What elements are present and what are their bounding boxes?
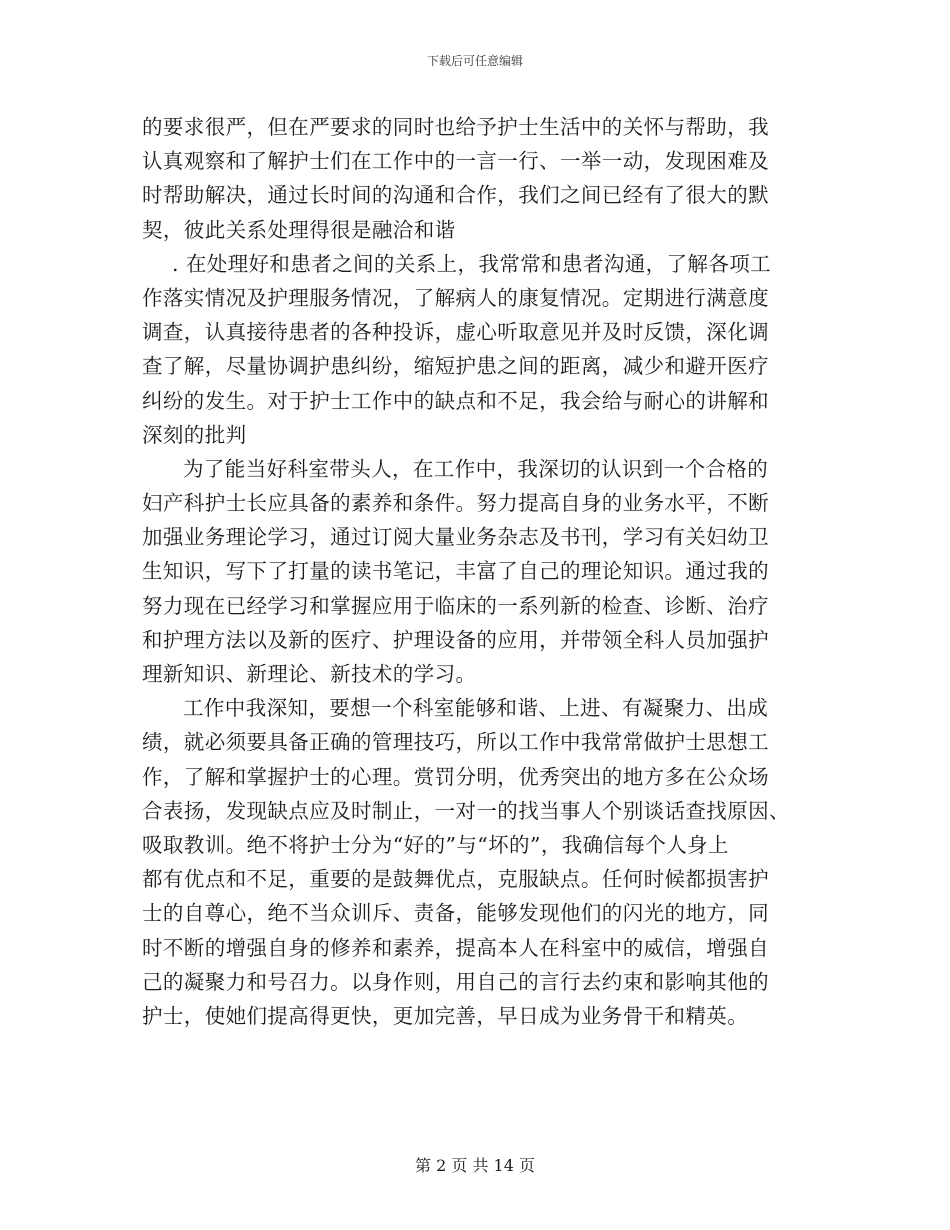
text-line: 作落实情况及护理服务情况，了解病人的康复情况。定期进行满意度 — [142, 285, 769, 310]
text-line: 和护理方法以及新的医疗、护理设备的应用，并带领全科人员加强护 — [142, 627, 769, 652]
text-line: 的要求很严，但在严要求的同时也给予护士生活中的关怀与帮助，我 — [142, 115, 769, 139]
text-line: 深刻的批判 — [142, 422, 247, 447]
text-line: 工作中我深知，要想一个科室能够和谐、上进、有凝聚力、出成 — [183, 696, 769, 721]
text-line: 作，了解和掌握护士的心理。赏罚分明，优秀突出的地方多在公众场 — [142, 764, 769, 789]
text-line: 调查，认真接待患者的各种投诉，虚心听取意见并及时反馈，深化调 — [142, 320, 769, 345]
text-line: 纠纷的发生。对于护士工作中的缺点和不足，我会给与耐心的讲解和 — [142, 388, 769, 413]
text-line: 绩，就必须要具备正确的管理技巧，所以工作中我常常做护士思想工 — [142, 730, 769, 755]
paragraph — [142, 691, 810, 1033]
paragraph — [142, 452, 810, 691]
page-number: 第 2 页 共 14 页 — [415, 1156, 535, 1175]
text-line: 都有优点和不足，重要的是鼓舞优点，克服缺点。任何时候都损害护 — [142, 867, 769, 892]
page-header-note: 下载后可任意编辑 — [426, 54, 523, 68]
text-line: . 在处理好和患者之间的关系上，我常常和患者沟通，了解各项工 — [172, 251, 772, 276]
text-line: 时帮助解决，通过长时间的沟通和合作，我们之间已经有了很大的默 — [142, 183, 769, 208]
document-body — [142, 110, 810, 1033]
paragraph — [142, 110, 810, 247]
text-line: 努力现在已经学习和掌握应用于临床的一系列新的检查、诊断、治疗 — [142, 593, 769, 618]
text-line: 为了能当好科室带头人，在工作中，我深切的认识到一个合格的 — [183, 456, 769, 481]
text-line: 理新知识、新理论、新技术的学习。 — [142, 662, 477, 686]
text-line: 加强业务理论学习，通过订阅大量业务杂志及书刊，学习有关妇幼卫 — [142, 525, 769, 550]
text-line: 士的自尊心，绝不当众训斥、责备，能够发现他们的闪光的地方，同 — [142, 901, 769, 926]
text-line: 吸取教训。绝不将护士分为“好的”与“坏的”，我确信每个人身上 — [142, 832, 729, 857]
text-line: 时不断的增强自身的修养和素养，提高本人在科室中的威信，增强自 — [142, 935, 769, 960]
text-line: 契，彼此关系处理得很是融洽和谐 — [142, 217, 456, 242]
text-line: 己的凝聚力和号召力。以身作则，用自己的言行去约束和影响其他的 — [142, 969, 769, 994]
text-line: 妇产科护士长应具备的素养和条件。努力提高自身的业务水平，不断 — [142, 491, 769, 516]
text-line: 合表扬，发现缺点应及时制止，一对一的找当事人个别谈话查找原因、 — [142, 798, 790, 823]
text-line: 生知识，写下了打量的读书笔记，丰富了自己的理论知识。通过我的 — [142, 559, 769, 584]
paragraph — [142, 247, 810, 452]
text-line: 护士，使她们提高得更快，更加完善，早日成为业务骨干和精英。 — [142, 1003, 749, 1028]
text-line: 认真观察和了解护士们在工作中的一言一行、一举一动，发现困难及 — [142, 149, 769, 174]
text-line: 查了解，尽量协调护患纠纷，缩短护患之间的距离，减少和避开医疗 — [142, 354, 769, 379]
